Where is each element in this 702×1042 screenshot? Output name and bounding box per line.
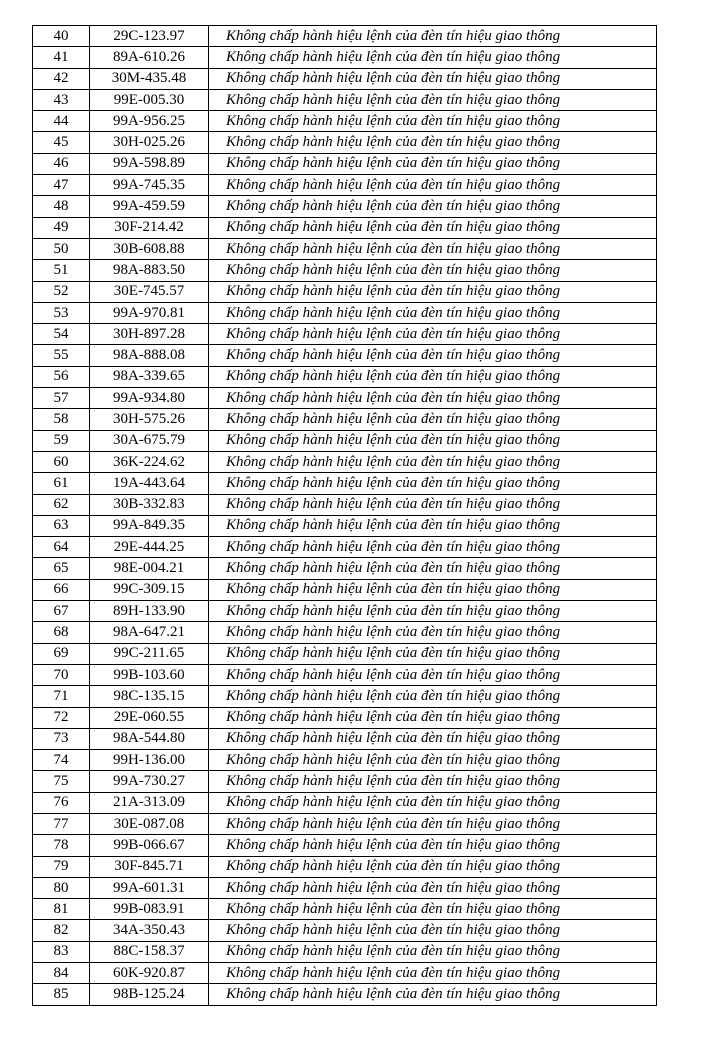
violation-description-cell: Không chấp hành hiệu lệnh của đèn tín hiệu giao thông (209, 388, 657, 409)
violation-description-cell: Không chấp hành hiệu lệnh của đèn tín hiệu giao thông (209, 920, 657, 941)
table-row (33, 686, 657, 707)
row-number-cell: 71 (33, 686, 90, 707)
license-plate-cell: 99A-459.59 (90, 196, 209, 217)
row-number-cell: 48 (33, 196, 90, 217)
row-number-cell: 62 (33, 494, 90, 515)
table-row (33, 537, 657, 558)
license-plate-cell: 21A-313.09 (90, 792, 209, 813)
row-number-cell: 63 (33, 515, 90, 536)
violation-description-cell: Không chấp hành hiệu lệnh của đèn tín hiệu giao thông (209, 835, 657, 856)
violation-description-cell: Không chấp hành hiệu lệnh của đèn tín hiệu giao thông (209, 238, 657, 259)
violation-description-cell: Không chấp hành hiệu lệnh của đèn tín hiệu giao thông (209, 963, 657, 984)
table-row (33, 899, 657, 920)
row-number-cell: 61 (33, 473, 90, 494)
row-number-cell: 55 (33, 345, 90, 366)
violation-description-cell: Không chấp hành hiệu lệnh của đèn tín hiệu giao thông (209, 579, 657, 600)
table-row (33, 813, 657, 834)
table-row (33, 366, 657, 387)
violation-description-cell: Không chấp hành hiệu lệnh của đèn tín hiệu giao thông (209, 728, 657, 749)
license-plate-cell: 30F-214.42 (90, 217, 209, 238)
violation-description-cell: Không chấp hành hiệu lệnh của đèn tín hiệu giao thông (209, 153, 657, 174)
violations-table-body (33, 26, 657, 1006)
license-plate-cell: 99A-956.25 (90, 111, 209, 132)
table-row (33, 473, 657, 494)
violation-description-cell: Không chấp hành hiệu lệnh của đèn tín hiệu giao thông (209, 196, 657, 217)
table-row (33, 388, 657, 409)
violation-description-cell: Không chấp hành hiệu lệnh của đèn tín hiệu giao thông (209, 941, 657, 962)
table-row (33, 643, 657, 664)
license-plate-cell: 98A-647.21 (90, 622, 209, 643)
row-number-cell: 84 (33, 963, 90, 984)
violation-description-cell: Không chấp hành hiệu lệnh của đèn tín hiệu giao thông (209, 260, 657, 281)
license-plate-cell: 98A-883.50 (90, 260, 209, 281)
license-plate-cell: 99A-598.89 (90, 153, 209, 174)
row-number-cell: 79 (33, 856, 90, 877)
row-number-cell: 78 (33, 835, 90, 856)
license-plate-cell: 99A-730.27 (90, 771, 209, 792)
license-plate-cell: 30M-435.48 (90, 68, 209, 89)
license-plate-cell: 99A-934.80 (90, 388, 209, 409)
violation-description-cell: Không chấp hành hiệu lệnh của đèn tín hiệu giao thông (209, 47, 657, 68)
table-row (33, 68, 657, 89)
violation-description-cell: Không chấp hành hiệu lệnh của đèn tín hiệu giao thông (209, 451, 657, 472)
license-plate-cell: 99A-970.81 (90, 302, 209, 323)
row-number-cell: 50 (33, 238, 90, 259)
license-plate-cell: 30E-745.57 (90, 281, 209, 302)
table-row (33, 856, 657, 877)
license-plate-cell: 99C-211.65 (90, 643, 209, 664)
row-number-cell: 82 (33, 920, 90, 941)
license-plate-cell: 30H-575.26 (90, 409, 209, 430)
violation-description-cell: Không chấp hành hiệu lệnh của đèn tín hiệu giao thông (209, 111, 657, 132)
violation-description-cell: Không chấp hành hiệu lệnh của đèn tín hiệu giao thông (209, 622, 657, 643)
table-row (33, 579, 657, 600)
table-row (33, 345, 657, 366)
row-number-cell: 80 (33, 877, 90, 898)
license-plate-cell: 98A-888.08 (90, 345, 209, 366)
license-plate-cell: 99B-103.60 (90, 664, 209, 685)
row-number-cell: 56 (33, 366, 90, 387)
violation-description-cell: Không chấp hành hiệu lệnh của đèn tín hiệu giao thông (209, 707, 657, 728)
violation-description-cell: Không chấp hành hiệu lệnh của đèn tín hiệu giao thông (209, 984, 657, 1005)
license-plate-cell: 99C-309.15 (90, 579, 209, 600)
table-row (33, 707, 657, 728)
violation-description-cell: Không chấp hành hiệu lệnh của đèn tín hiệu giao thông (209, 473, 657, 494)
license-plate-cell: 98E-004.21 (90, 558, 209, 579)
table-row (33, 430, 657, 451)
table-row (33, 558, 657, 579)
row-number-cell: 68 (33, 622, 90, 643)
license-plate-cell: 30A-675.79 (90, 430, 209, 451)
row-number-cell: 44 (33, 111, 90, 132)
violation-description-cell: Không chấp hành hiệu lệnh của đèn tín hiệu giao thông (209, 792, 657, 813)
table-row (33, 132, 657, 153)
table-row (33, 728, 657, 749)
violation-description-cell: Không chấp hành hiệu lệnh của đèn tín hiệu giao thông (209, 877, 657, 898)
license-plate-cell: 30F-845.71 (90, 856, 209, 877)
violation-description-cell: Không chấp hành hiệu lệnh của đèn tín hiệu giao thông (209, 643, 657, 664)
table-row (33, 877, 657, 898)
table-row (33, 281, 657, 302)
table-row (33, 941, 657, 962)
row-number-cell: 74 (33, 750, 90, 771)
violation-description-cell: Không chấp hành hiệu lệnh của đèn tín hiệu giao thông (209, 430, 657, 451)
violation-description-cell: Không chấp hành hiệu lệnh của đèn tín hiệu giao thông (209, 494, 657, 515)
table-row (33, 515, 657, 536)
table-row (33, 963, 657, 984)
license-plate-cell: 30B-332.83 (90, 494, 209, 515)
violation-description-cell: Không chấp hành hiệu lệnh của đèn tín hiệu giao thông (209, 664, 657, 685)
row-number-cell: 67 (33, 601, 90, 622)
license-plate-cell: 30B-608.88 (90, 238, 209, 259)
violation-description-cell: Không chấp hành hiệu lệnh của đèn tín hiệu giao thông (209, 324, 657, 345)
row-number-cell: 66 (33, 579, 90, 600)
row-number-cell: 54 (33, 324, 90, 345)
table-row (33, 175, 657, 196)
table-row (33, 196, 657, 217)
row-number-cell: 77 (33, 813, 90, 834)
license-plate-cell: 30E-087.08 (90, 813, 209, 834)
table-row (33, 622, 657, 643)
violation-description-cell: Không chấp hành hiệu lệnh của đèn tín hiệu giao thông (209, 601, 657, 622)
row-number-cell: 45 (33, 132, 90, 153)
license-plate-cell: 60K-920.87 (90, 963, 209, 984)
row-number-cell: 53 (33, 302, 90, 323)
license-plate-cell: 99A-601.31 (90, 877, 209, 898)
row-number-cell: 40 (33, 26, 90, 47)
row-number-cell: 42 (33, 68, 90, 89)
violation-description-cell: Không chấp hành hiệu lệnh của đèn tín hiệu giao thông (209, 68, 657, 89)
table-row (33, 260, 657, 281)
table-row (33, 238, 657, 259)
row-number-cell: 85 (33, 984, 90, 1005)
violation-description-cell: Không chấp hành hiệu lệnh của đèn tín hiệu giao thông (209, 558, 657, 579)
violation-description-cell: Không chấp hành hiệu lệnh của đèn tín hiệu giao thông (209, 175, 657, 196)
license-plate-cell: 30H-025.26 (90, 132, 209, 153)
table-row (33, 494, 657, 515)
table-row (33, 835, 657, 856)
table-row (33, 920, 657, 941)
violation-description-cell: Không chấp hành hiệu lệnh của đèn tín hiệu giao thông (209, 771, 657, 792)
license-plate-cell: 98A-544.80 (90, 728, 209, 749)
license-plate-cell: 99B-066.67 (90, 835, 209, 856)
row-number-cell: 75 (33, 771, 90, 792)
license-plate-cell: 34A-350.43 (90, 920, 209, 941)
row-number-cell: 70 (33, 664, 90, 685)
table-row (33, 451, 657, 472)
table-row (33, 601, 657, 622)
table-row (33, 217, 657, 238)
table-row (33, 792, 657, 813)
license-plate-cell: 29C-123.97 (90, 26, 209, 47)
violations-table (32, 25, 657, 1006)
license-plate-cell: 36K-224.62 (90, 451, 209, 472)
table-row (33, 89, 657, 110)
table-row (33, 26, 657, 47)
table-row (33, 750, 657, 771)
license-plate-cell: 98A-339.65 (90, 366, 209, 387)
license-plate-cell: 29E-444.25 (90, 537, 209, 558)
violation-description-cell: Không chấp hành hiệu lệnh của đèn tín hiệu giao thông (209, 217, 657, 238)
violation-description-cell: Không chấp hành hiệu lệnh của đèn tín hiệu giao thông (209, 813, 657, 834)
license-plate-cell: 29E-060.55 (90, 707, 209, 728)
row-number-cell: 52 (33, 281, 90, 302)
license-plate-cell: 89A-610.26 (90, 47, 209, 68)
row-number-cell: 57 (33, 388, 90, 409)
table-row (33, 111, 657, 132)
row-number-cell: 49 (33, 217, 90, 238)
row-number-cell: 43 (33, 89, 90, 110)
violation-description-cell: Không chấp hành hiệu lệnh của đèn tín hiệu giao thông (209, 132, 657, 153)
license-plate-cell: 99A-849.35 (90, 515, 209, 536)
violation-description-cell: Không chấp hành hiệu lệnh của đèn tín hiệu giao thông (209, 89, 657, 110)
document-page (32, 25, 657, 1006)
violation-description-cell: Không chấp hành hiệu lệnh của đèn tín hiệu giao thông (209, 750, 657, 771)
license-plate-cell: 98C-135.15 (90, 686, 209, 707)
violation-description-cell: Không chấp hành hiệu lệnh của đèn tín hiệu giao thông (209, 366, 657, 387)
violation-description-cell: Không chấp hành hiệu lệnh của đèn tín hiệu giao thông (209, 26, 657, 47)
row-number-cell: 72 (33, 707, 90, 728)
license-plate-cell: 99E-005.30 (90, 89, 209, 110)
table-row (33, 664, 657, 685)
violation-description-cell: Không chấp hành hiệu lệnh của đèn tín hiệu giao thông (209, 686, 657, 707)
row-number-cell: 51 (33, 260, 90, 281)
violation-description-cell: Không chấp hành hiệu lệnh của đèn tín hiệu giao thông (209, 899, 657, 920)
row-number-cell: 73 (33, 728, 90, 749)
table-row (33, 984, 657, 1005)
row-number-cell: 64 (33, 537, 90, 558)
row-number-cell: 69 (33, 643, 90, 664)
violation-description-cell: Không chấp hành hiệu lệnh của đèn tín hiệu giao thông (209, 302, 657, 323)
row-number-cell: 65 (33, 558, 90, 579)
violation-description-cell: Không chấp hành hiệu lệnh của đèn tín hiệu giao thông (209, 409, 657, 430)
violation-description-cell: Không chấp hành hiệu lệnh của đèn tín hiệu giao thông (209, 345, 657, 366)
row-number-cell: 47 (33, 175, 90, 196)
table-row (33, 771, 657, 792)
license-plate-cell: 98B-125.24 (90, 984, 209, 1005)
license-plate-cell: 99H-136.00 (90, 750, 209, 771)
table-row (33, 47, 657, 68)
table-row (33, 324, 657, 345)
row-number-cell: 76 (33, 792, 90, 813)
license-plate-cell: 30H-897.28 (90, 324, 209, 345)
row-number-cell: 81 (33, 899, 90, 920)
license-plate-cell: 19A-443.64 (90, 473, 209, 494)
row-number-cell: 83 (33, 941, 90, 962)
row-number-cell: 59 (33, 430, 90, 451)
violation-description-cell: Không chấp hành hiệu lệnh của đèn tín hiệu giao thông (209, 281, 657, 302)
violation-description-cell: Không chấp hành hiệu lệnh của đèn tín hiệu giao thông (209, 515, 657, 536)
violation-description-cell: Không chấp hành hiệu lệnh của đèn tín hiệu giao thông (209, 537, 657, 558)
table-row (33, 409, 657, 430)
license-plate-cell: 99A-745.35 (90, 175, 209, 196)
table-row (33, 153, 657, 174)
table-row (33, 302, 657, 323)
license-plate-cell: 88C-158.37 (90, 941, 209, 962)
row-number-cell: 46 (33, 153, 90, 174)
license-plate-cell: 89H-133.90 (90, 601, 209, 622)
row-number-cell: 58 (33, 409, 90, 430)
license-plate-cell: 99B-083.91 (90, 899, 209, 920)
violation-description-cell: Không chấp hành hiệu lệnh của đèn tín hiệu giao thông (209, 856, 657, 877)
row-number-cell: 60 (33, 451, 90, 472)
row-number-cell: 41 (33, 47, 90, 68)
